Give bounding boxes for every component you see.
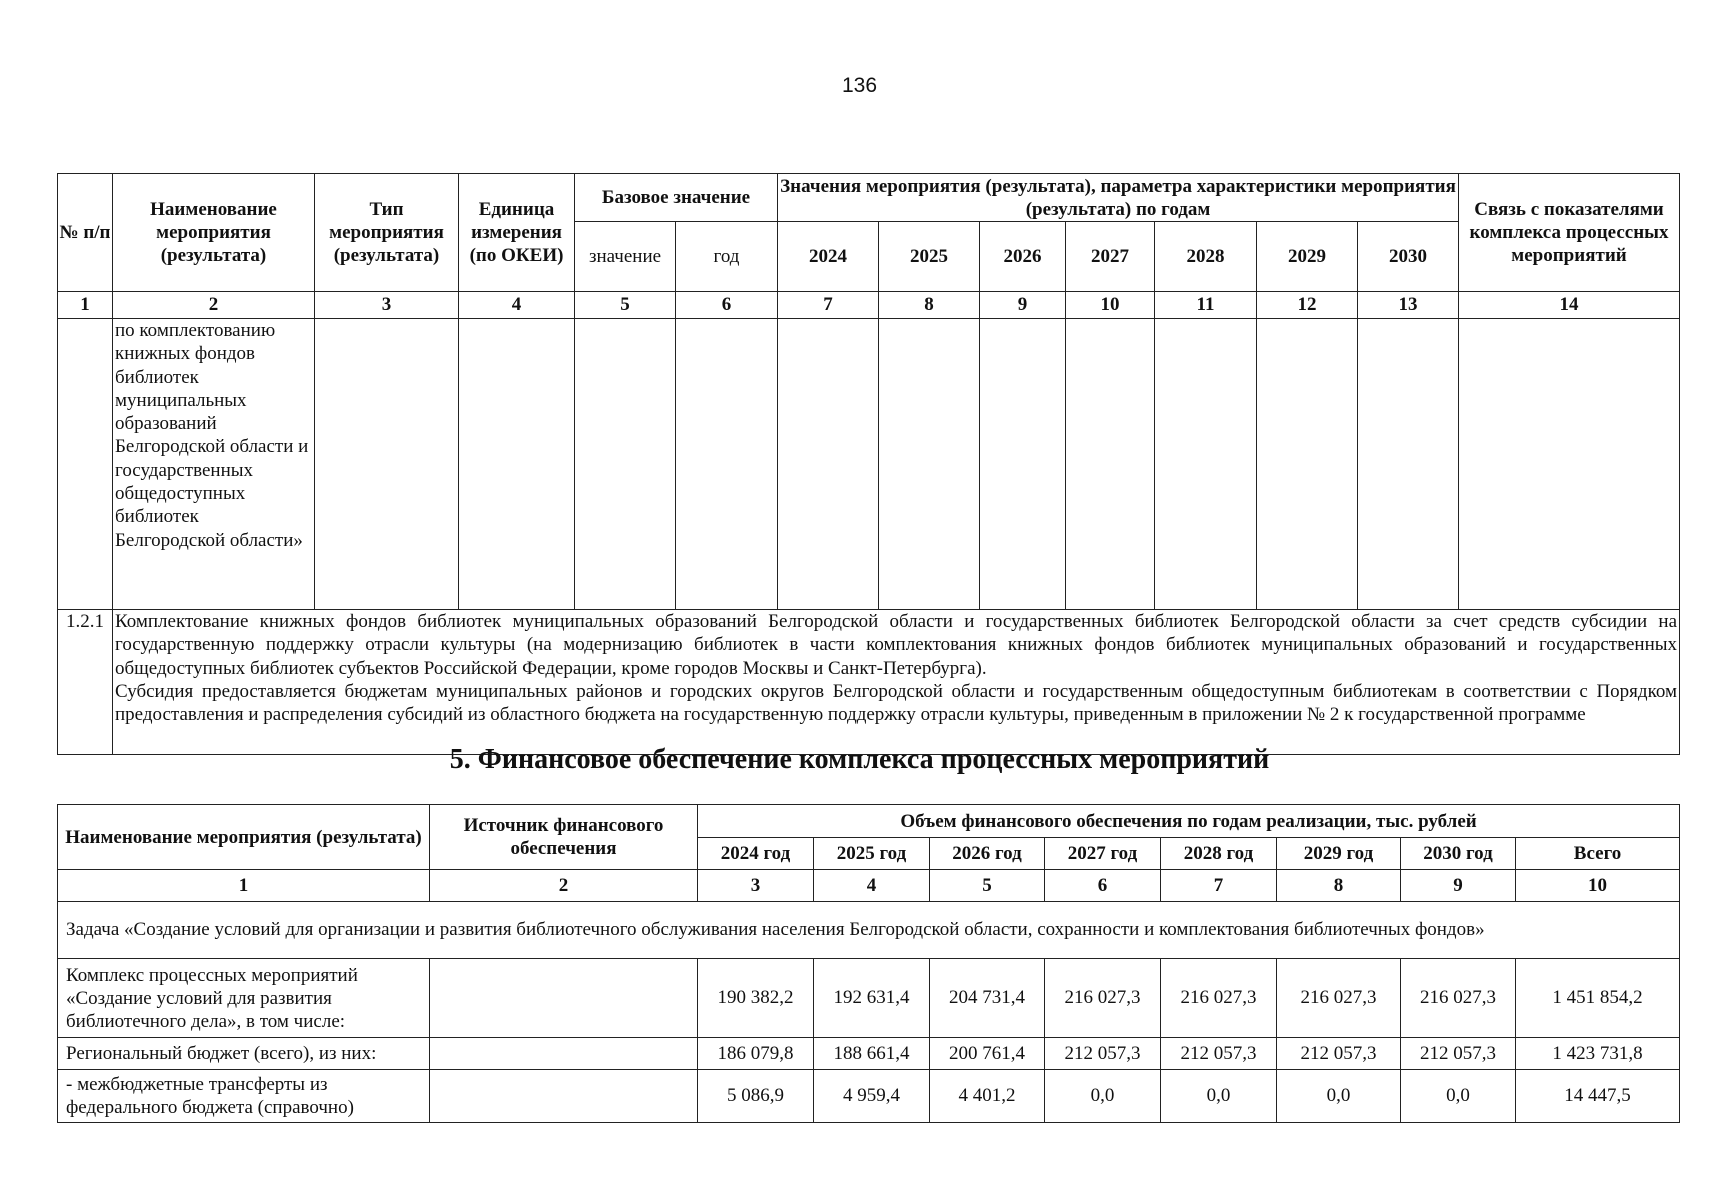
header-year: 2029 [1257, 222, 1358, 292]
activities-table [57, 173, 1680, 755]
header-year: 2028 [1155, 222, 1257, 292]
item-paragraph: Комплектование книжных фондов библиотек муниципальных образований Белгородской области и государственных библиотек Белгородской области за счет средств субсидии на государственную поддержку отрасли культуры (на модернизацию библиотек в части комплектования книжных фондов библиотек муниципальных образований и государственных общедоступных библиотек субъектов Российской Федерации, кроме городов Москвы и Санкт-Петербурга). [115, 611, 1678, 679]
row-name: Региональный бюджет (всего), из них: [58, 1038, 430, 1070]
row-value: 0,0 [1277, 1070, 1401, 1123]
row-value: 212 057,3 [1277, 1038, 1401, 1070]
row-total: 1 423 731,8 [1516, 1038, 1680, 1070]
table-row [58, 1038, 1680, 1070]
column-number: 6 [1045, 870, 1161, 902]
task-row [58, 902, 1680, 959]
row-value: 4 959,4 [814, 1070, 930, 1123]
row-value: 216 027,3 [1045, 959, 1161, 1038]
header-year: 2025 [879, 222, 980, 292]
row-value: 4 401,2 [930, 1070, 1045, 1123]
header-values-group: Значения мероприятия (результата), параметра характеристики мероприятия (результата) по годам [778, 174, 1459, 222]
column-number: 4 [459, 292, 575, 319]
item-paragraph: Субсидия предоставляется бюджетам муниципальных районов и городских округов Белгородской области и государственным общедоступным библиотекам в соответствии с Порядком предоставления и распределения субсидий из областного бюджета на государственную поддержку отрасли культуры, приведенным в приложении № 2 к государственной программе [115, 680, 1678, 726]
row-source [430, 1070, 698, 1123]
header-base-value: значение [575, 222, 676, 292]
row-name: Комплекс процессных мероприятий «Создание условий для развития библиотечного дела», в том числе: [58, 959, 430, 1038]
column-number: 7 [1161, 870, 1277, 902]
header-year: 2026 год [930, 838, 1045, 870]
header-year: 2030 год [1401, 838, 1516, 870]
column-number: 3 [698, 870, 814, 902]
row-total: 14 447,5 [1516, 1070, 1680, 1123]
row-source [430, 959, 698, 1038]
financing-table [57, 804, 1680, 1123]
column-number: 4 [814, 870, 930, 902]
header-name: Наименование мероприятия (результата) [58, 805, 430, 870]
table-row [58, 959, 1680, 1038]
column-number: 10 [1066, 292, 1155, 319]
table-row [58, 1070, 1680, 1123]
table-row [58, 319, 1680, 610]
row-source [430, 1038, 698, 1070]
header-year: 2027 [1066, 222, 1155, 292]
column-number: 13 [1358, 292, 1459, 319]
header-total: Всего [1516, 838, 1680, 870]
column-number: 9 [1401, 870, 1516, 902]
column-number: 5 [575, 292, 676, 319]
row-value: 0,0 [1401, 1070, 1516, 1123]
header-base-year: год [676, 222, 778, 292]
column-number: 7 [778, 292, 879, 319]
row-value: 204 731,4 [930, 959, 1045, 1038]
row-value: 188 661,4 [814, 1038, 930, 1070]
row-value: 216 027,3 [1161, 959, 1277, 1038]
section-title: 5. Финансовое обеспечение комплекса процессных мероприятий [449, 744, 1270, 775]
header-base: Базовое значение [575, 174, 778, 222]
column-number: 2 [113, 292, 315, 319]
row-value: 216 027,3 [1401, 959, 1516, 1038]
header-year: 2028 год [1161, 838, 1277, 870]
header-year: 2029 год [1277, 838, 1401, 870]
header-year: 2025 год [814, 838, 930, 870]
row-name: - межбюджетные трансферты из федерального бюджета (справочно) [58, 1070, 430, 1123]
header-year: 2027 год [1045, 838, 1161, 870]
row-value: 192 631,4 [814, 959, 930, 1038]
header-num: № п/п [58, 174, 113, 292]
row-value: 190 382,2 [698, 959, 814, 1038]
column-number: 8 [879, 292, 980, 319]
column-number: 1 [58, 292, 113, 319]
header-source: Источник финансового обеспечения [430, 805, 698, 870]
column-number: 14 [1459, 292, 1680, 319]
continuation-text: по комплектованию книжных фондов библиотек муниципальных образований Белгородской области и государственных общедоступных библиотек Белгородской области» [113, 319, 315, 610]
item-code: 1.2.1 [58, 610, 113, 755]
task-text: Задача «Создание условий для организации и развития библиотечного обслуживания населения Белгородской области, сохранности и комплектования библиотечных фондов» [58, 902, 1680, 959]
row-value: 216 027,3 [1277, 959, 1401, 1038]
header-name: Наименование мероприятия (результата) [113, 174, 315, 292]
row-value: 0,0 [1045, 1070, 1161, 1123]
column-number: 6 [676, 292, 778, 319]
header-year: 2024 [778, 222, 879, 292]
row-value: 186 079,8 [698, 1038, 814, 1070]
header-link: Связь с показателями комплекса процессных мероприятий [1459, 174, 1680, 292]
column-number: 8 [1277, 870, 1401, 902]
row-value: 0,0 [1161, 1070, 1277, 1123]
header-year: 2026 [980, 222, 1066, 292]
column-number: 2 [430, 870, 698, 902]
column-number: 12 [1257, 292, 1358, 319]
header-year: 2030 [1358, 222, 1459, 292]
column-number: 11 [1155, 292, 1257, 319]
row-value: 212 057,3 [1045, 1038, 1161, 1070]
row-value: 212 057,3 [1401, 1038, 1516, 1070]
row-total: 1 451 854,2 [1516, 959, 1680, 1038]
page-number: 136 [841, 74, 878, 97]
header-volume: Объем финансового обеспечения по годам реализации, тыс. рублей [698, 805, 1680, 838]
header-type: Тип мероприятия (результата) [315, 174, 459, 292]
row-value: 212 057,3 [1161, 1038, 1277, 1070]
item-description [113, 610, 1680, 755]
header-year: 2024 год [698, 838, 814, 870]
column-number: 5 [930, 870, 1045, 902]
column-number: 10 [1516, 870, 1680, 902]
header-unit: Единица измерения (по ОКЕИ) [459, 174, 575, 292]
column-number: 3 [315, 292, 459, 319]
table-row [58, 610, 1680, 755]
row-value: 200 761,4 [930, 1038, 1045, 1070]
row-value: 5 086,9 [698, 1070, 814, 1123]
column-number: 9 [980, 292, 1066, 319]
column-number: 1 [58, 870, 430, 902]
